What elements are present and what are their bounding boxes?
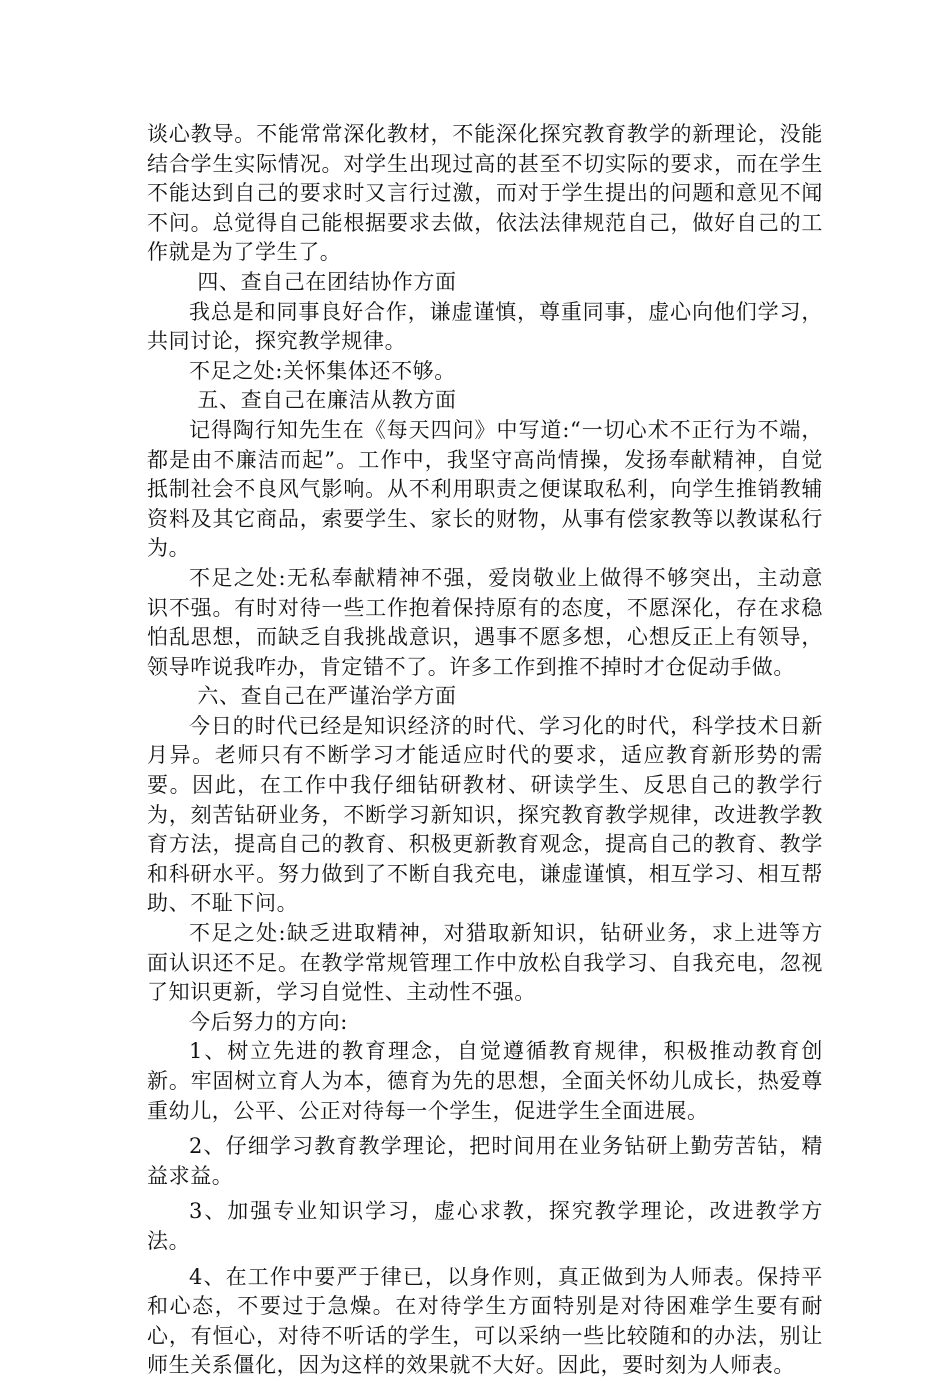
list-item-2: 2、仔细学习教育教学理论，把时间用在业务钻研上勤劳苦钻，精益求益。: [147, 1134, 823, 1188]
section-heading-scholarship: 六、查自己在严谨治学方面: [197, 684, 457, 709]
section-heading-integrity: 五、查自己在廉洁从教方面: [197, 388, 457, 413]
list-item-1: 1、树立先进的教育理念，自觉遵循教育规律，积极推动教育创新。牢固树立育人为本，德育为先的思想，全面关怀幼儿成长，热爱尊重幼儿，公平、公正对待每一个学生，促进学生全面进展。: [147, 1039, 823, 1123]
paragraph-integrity-shortcoming: 不足之处:无私奉献精神不强，爱岗敬业上做得不够突出，主动意识不强。有时对待一些工作抱着保持原有的态度，不愿深化，存在求稳怕乱思想，而缺乏自我挑战意识，遇事不愿多想，心想反正上有领导，领导咋说我咋办，肯定错不了。许多工作到推不掉时才仓促动手做。: [147, 565, 823, 679]
section-heading-teamwork: 四、查自己在团结协作方面: [197, 269, 457, 294]
list-item-3: 3、加强专业知识学习，虚心求教，探究教学理论，改进教学方法。: [147, 1199, 823, 1253]
list-item-4: 4、在工作中要严于律已，以身作则，真正做到为人师表。保持平和心态，不要过于急燥。在对待学生方面特别是对待困难学生要有耐心，有恒心，对待不听话的学生，可以采纳一些比较随和的办法，别让师生关系僵化，因为这样的效果就不大好。因此，要时刻为人师表。: [147, 1264, 823, 1378]
paragraph-scholarship-shortcoming: 不足之处:缺乏进取精神，对猎取新知识，钻研业务，求上进等方面认识还不足。在教学常规管理工作中放松自我学习、自我充电，忽视了知识更新，学习自觉性、主动性不强。: [147, 921, 823, 1005]
document-page: [147, 120, 823, 1381]
paragraph-integrity: 记得陶行知先生在《每天四问》中写道:“一切心术不正行为不端，都是由不廉洁而起”。工作中，我坚守高尚情操，发扬奉献精神，自觉抵制社会不良风气影响。从不利用职责之便谋取私利，向学生推销教辅资料及其它商品，索要学生、家长的财物，从事有偿家教等以教谋私行为。: [147, 417, 823, 561]
paragraph-teamwork: 我总是和同事良好合作，谦虚谨慎，尊重同事，虚心向他们学习，共同讨论，探究教学规律。: [147, 299, 823, 354]
paragraph-self-criticism-continued: 谈心教导。不能常常深化教材，不能深化探究教育教学的新理论，没能结合学生实际情况。对学生出现过高的甚至不切实际的要求，而在学生不能达到自己的要求时又言行过激，而对于学生提出的问题和意见不闻不问。总觉得自己能根据要求去做，依法法律规范自己，做好自己的工作就是为了学生了。: [147, 122, 823, 265]
paragraph-teamwork-shortcoming: 不足之处:关怀集体还不够。: [189, 358, 456, 383]
paragraph-future-direction-heading: 今后努力的方向:: [189, 1009, 348, 1034]
paragraph-scholarship: 今日的时代已经是知识经济的时代、学习化的时代，科学技术日新月异。老师只有不断学习才能适应时代的要求，适应教育新形势的需要。因此，在工作中我仔细钻研教材、研读学生、反思自己的教学行为，刻苦钻研业务，不断学习新知识，探究教育教学规律，改进教学教育方法，提高自己的教育、积极更新教育观念，提高自己的教育、教学和科研水平。努力做到了不断自我充电，谦虚谨慎，相互学习、相互帮助、不耻下问。: [147, 713, 823, 916]
